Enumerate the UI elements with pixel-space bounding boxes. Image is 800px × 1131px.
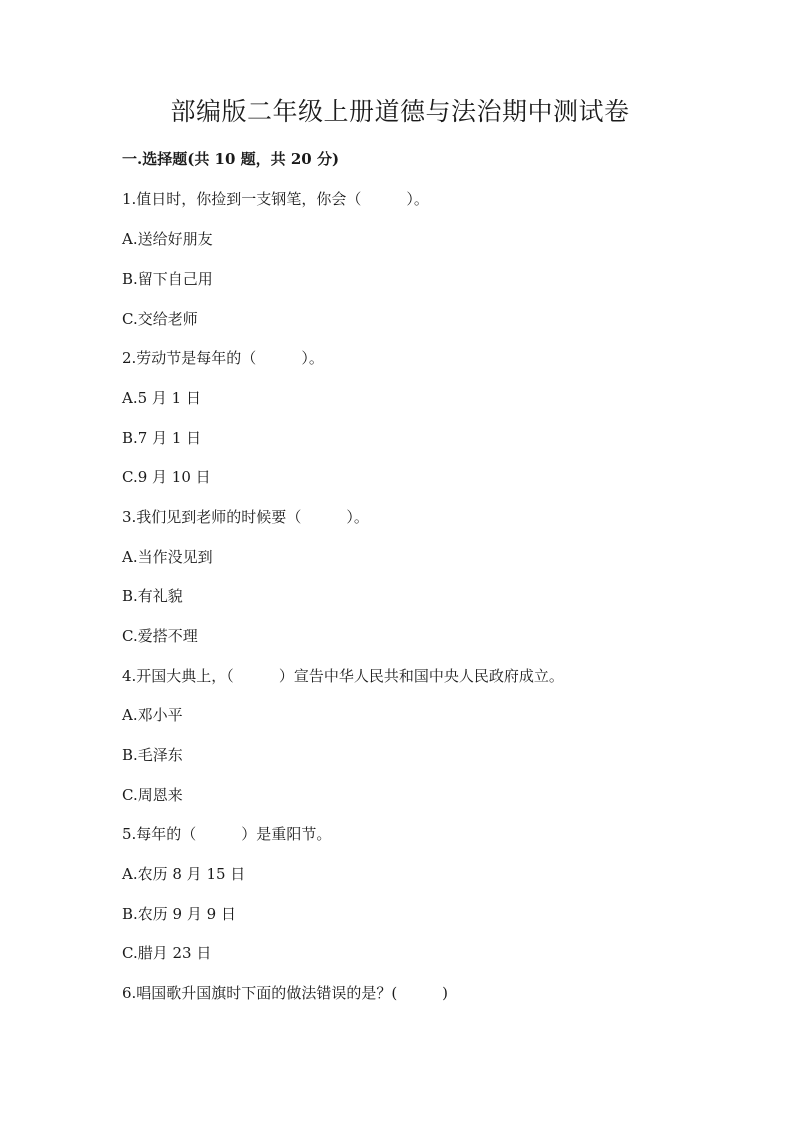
question-1-option-c: C.交给老师 [122,310,198,328]
question-4-option-c: C.周恩来 [122,786,183,804]
question-5-option-c: C.腊月 23 日 [122,944,212,962]
question-5-option-a: A.农历 8 月 15 日 [122,865,246,883]
question-4-option-b: B.毛泽东 [122,746,183,764]
question-stem-2: 2.劳动节是每年的（ ）。 [122,349,324,367]
question-2-option-c: C.9 月 10 日 [122,468,211,486]
question-2-option-b: B.7 月 1 日 [122,429,202,447]
question-3-option-b: B.有礼貌 [122,587,183,605]
section-heading: 一.选择题(共 10 题，共 20 分) [122,150,340,168]
question-stem-6: 6.唱国歌升国旗时下面的做法错误的是？( ) [122,984,449,1002]
question-stem-4: 4.开国大典上，（ ）宣告中华人民共和国中央人民政府成立。 [122,667,564,685]
question-3-option-a: A.当作没见到 [122,548,213,566]
question-stem-3: 3.我们见到老师的时候要（ ）。 [122,508,369,526]
question-1-option-a: A.送给好朋友 [122,230,213,248]
question-5-option-b: B.农历 9 月 9 日 [122,905,236,923]
question-stem-5: 5.每年的（ ）是重阳节。 [122,825,332,843]
question-3-option-c: C.爱搭不理 [122,627,198,645]
question-4-option-a: A.邓小平 [122,706,183,724]
question-stem-1: 1.值日时，你捡到一支钢笔，你会（ ）。 [122,190,429,208]
page-title: 部编版二年级上册道德与法治期中测试卷 [170,97,630,126]
question-2-option-a: A.5 月 1 日 [122,389,201,407]
question-1-option-b: B.留下自己用 [122,270,213,288]
